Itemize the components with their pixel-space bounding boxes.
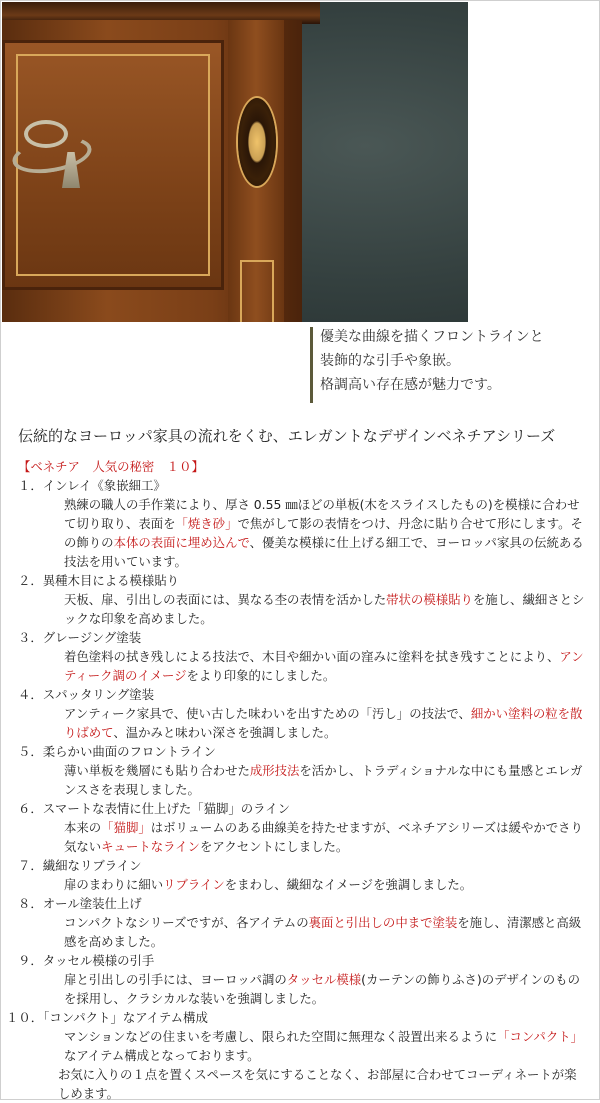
feature-body: コンパクトなシリーズですが、各アイテムの裏面と引出しの中まで塗装を施し、清潔感と高級感を高めました。 xyxy=(64,915,582,949)
photo-caption xyxy=(310,325,590,403)
furniture-photo xyxy=(2,2,468,322)
caption-line: 優美な曲線を描くフロントラインと xyxy=(320,329,544,345)
inlay-rosette xyxy=(238,98,276,186)
feature-heading: ６．スマートな表情に仕上げた「猫脚」のライン xyxy=(18,801,290,816)
feature-item xyxy=(6,894,594,951)
feature-item xyxy=(6,951,594,1008)
caption-lines xyxy=(320,325,544,397)
feature-body-extra: お気に入りの１点を置くスペースを気にすることなく、お部屋に合わせてコーディネートが楽しめます。 xyxy=(58,1067,577,1101)
caption-bar xyxy=(310,327,313,403)
feature-item xyxy=(6,476,594,571)
feature-item xyxy=(6,799,594,856)
feature-item xyxy=(6,685,594,742)
feature-body: 扉と引出しの引手には、ヨーロッパ調のタッセル模様(カーテンの飾りふさ)のデザインのものを採用し、クラシカルな装いを強調しました。 xyxy=(64,972,580,1006)
feature-item xyxy=(6,1008,594,1103)
headline: 伝統的なヨーロッパ家具の流れをくむ、エレガントなデザインベネチアシリーズ xyxy=(18,427,556,445)
caption-line: 装飾的な引手や象嵌。 xyxy=(320,353,460,369)
feature-item xyxy=(6,571,594,628)
stile-inlay-panel xyxy=(240,260,274,322)
feature-heading: １．インレイ《象嵌細工》 xyxy=(18,478,166,493)
photo-right-margin xyxy=(468,2,598,322)
feature-heading: ２．異種木目による模様貼り xyxy=(18,573,180,588)
feature-body: 薄い単板を幾層にも貼り合わせた成形技法を活かし、トラディショナルな中にも量感とエレガンスさを表現しました。 xyxy=(64,763,583,797)
feature-item xyxy=(6,856,594,894)
feature-body: マンションなどの住まいを考慮し、限られた空間に無理なく設置出来るように「コンパクト」なアイテム構成となっております。 xyxy=(64,1029,583,1063)
caption-line: 格調高い存在感が魅力です。 xyxy=(320,377,501,393)
feature-heading: ９．タッセル模様の引手 xyxy=(18,953,155,968)
feature-body: 着色塗料の拭き残しによる技法で、木目や細かい面の窪みに塗料を拭き残すことにより、アンティーク調のイメージをより印象的にしました。 xyxy=(64,649,584,683)
feature-heading: １０．「コンパクト」なアイテム構成 xyxy=(6,1010,208,1025)
feature-heading: ３．グレージング塗装 xyxy=(18,630,142,645)
feature-body: アンティーク家具で、使い古した味わいを出すための「汚し」の技法で、細かい塗料の粒を散りばめて、温かみと味わい深さを強調しました。 xyxy=(64,706,583,740)
feature-heading: ５．柔らかい曲面のフロントライン xyxy=(18,744,216,759)
feature-heading: ７．繊細なリブライン xyxy=(18,858,142,873)
section-title: 【ベネチア 人気の秘密 １０】 xyxy=(18,459,204,474)
feature-body: 本来の「猫脚」はボリュームのある曲線美を持たせますが、ベネチアシリーズは緩やかでさり気ないキュートなラインをアクセントにしました。 xyxy=(64,820,583,854)
feature-heading: ８．オール塗装仕上げ xyxy=(18,896,142,911)
feature-heading: ４．スパッタリング塗装 xyxy=(18,687,155,702)
feature-body: 扉のまわりに細いリブラインをまわし、繊細なイメージを強調しました。 xyxy=(64,877,473,892)
feature-item xyxy=(6,628,594,685)
feature-body: 天板、扉、引出しの表面には、異なる杢の表情を活かした帯状の模様貼りを施し、繊細さとシックな印象を高めました。 xyxy=(64,592,585,626)
features-list xyxy=(6,457,594,1103)
feature-body: 熟練の職人の手作業により、厚さ 0.55 ㎜ほどの単板(木をスライスしたもの)を模様に合わせて切り取り、表面を「焼き砂」で焦がして影の表情をつけ、丹念に貼り合せて形にします。その飾りの本体の表面に埋め込んで、優美な模様に仕上げる細工で、ヨーロッパ家具の伝統ある技法を用いています。 xyxy=(64,497,584,569)
feature-item xyxy=(6,742,594,799)
